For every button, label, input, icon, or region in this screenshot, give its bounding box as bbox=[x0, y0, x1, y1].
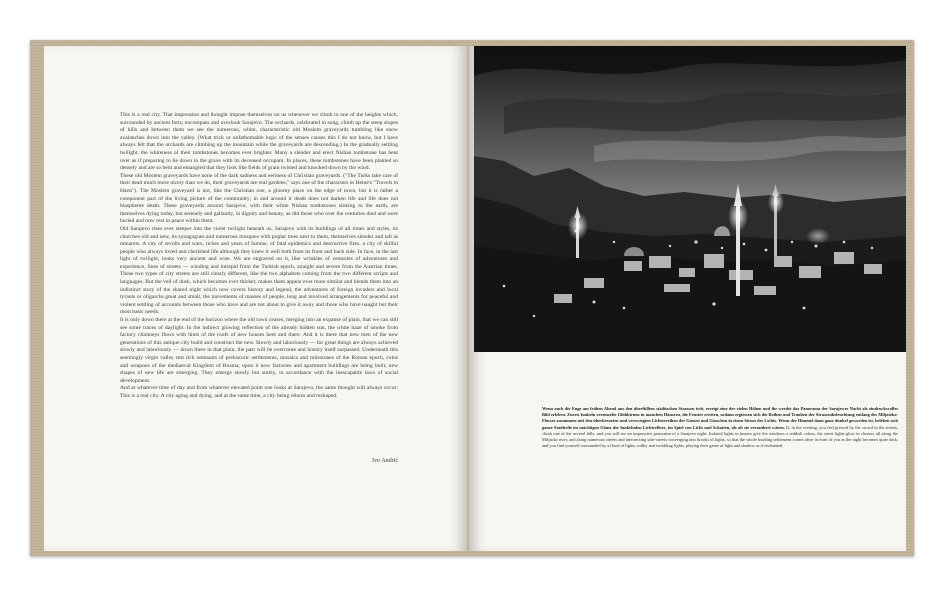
essay-paragraph: These old Moslem graveyards have none of the dark sadness and eeriness of Christian graveyards. ("The Turks take care of their dead much more nicely than we do, their graveyards are real gardens," says one of the characters in Heine's "Travels in Harts"). The Moslem graveyard is not, like the Christian one, a gloomy place on the edge of town, but it is rather a component part of the living picture of the community; in and around it death does not darken life and life does not blaspheme death. These graveyards around Sarajevo, with their white Nishan tombstones sinking to the earth, are themselves dying today, but serenely and gallantly, in dignity and beauty, as did those who over the centuries died and were buried and now rest in peace within them. bbox=[120, 172, 398, 225]
essay-text bbox=[120, 112, 398, 472]
caption-german: Wenn auch die Enge am frühen Abend aus den überfüllten städtischen Strassen tritt, erzeigt eine der vielen Höhen und ihr werdet das Panorama der Sarajewer Nacht als eindrucksvolles Bild erleben. Zuerst funkeln vereinzelte Glühbirnen in manchen Häusern, die Fenster erröten, sodann ergiessen sich die Reihen und Trauben der Strassenbeleuchtung entlang des Miljatzka-Flusses zusammen mit den überkreuzten und verzweigten Lichterreihen der Gassen und Gässchen in einen Strom des Lichts. Wenn der Himmel dann ganz dunkel geworden ist, beleben sich ganze Stadtteile im mächtigen Glanz der funkelnden Lichtreflexe, im Spiel von Licht und Schatten, als ob sie verzaubert wären. bbox=[542, 406, 898, 430]
essay-paragraph: It is only down there at the end of the horizon where the old town ceases, merging into an expanse of plain, that we can still see some traces of daylight. In the indirect glowing reflection of the already hidden sun, the white haze of smoke from factory chimneys flows with hints of the roofs of new houses here and there. And it is there that new men of the new generations of this antique city build and construct the new. Slowly and laboriously — for great things are always achieved slowly and laboriously — down there in that plain, the past will be overcome and history itself surpassed. Underneath this seemingly virgin valley rest rich remnants of prehistoric settlements, mosaics and milestones of the Roman epoch, coins and weapons of the mediaeval Kingdom of Bosnia; upon it now factories and apartment buildings are being built, new shapes of new life are emerging. They emerge slowly but surely, in accordance with the inescapable laws of social development. bbox=[120, 317, 398, 384]
essay-paragraph: And at whatever time of day and from whatever elevated point one looks at Sarajevo, the same thought will always occur: This is a real city. A city aging and dying, and at the same time, a city being reborn and reshaped. bbox=[120, 385, 398, 399]
photo-caption bbox=[542, 406, 898, 490]
night-city-photo bbox=[474, 46, 906, 352]
author-signature: Ivo Andrić bbox=[372, 458, 398, 464]
essay-paragraph: This is a real city. That impression and thought impose themselves on us whenever we climb to one of the heights which, surrounded by ancient forts, encompass and overlook Sarajevo. The orchards, celebrated in song, climb up the steep slopes of hills and between them we see the numerous, white, characteristic old Moslem graveyards tumbling like snow avalanches down into the valley. (What trick or unfathomable logic of the senses causes this I do not know, but I have always felt that the orchards are climbing up the mountain while the graveyards are descending.) In the gradually settling twilight, the whiteness of their tombstones becomes ever brighter. Many a slender and erect Nishan tombstone has bent over as if preparing to lie down in the grave with its deceased occupant. In places, these tombstones have been planted so densely and are so bent and entangled that they look like fields of grain twisted and knocked down by the wind. bbox=[120, 112, 398, 172]
caption-english: If, in the evening, you feel pressed by the crowd in the streets, climb one of the several hills, and you will see an impressive panorama of a Sarajevo night. Isolated lights in houses give the windows a reddish colour, the street lights glow in clusters all along the Miljacka river, and along numerous streets and intersecting side-streets converging into brooks of lights, so that the whole bustling settlement comes alive in front of you as the night becomes quite dark, and you find yourself surrounded by a flood of lights, milky and twinkling lights, playing their game of light and shadow as if enchanted. bbox=[542, 424, 898, 449]
book-gutter bbox=[465, 46, 471, 551]
night-city-illustration bbox=[474, 46, 906, 352]
essay-paragraph: Old Sarajevo rises ever steeper into the violet twilight beneath us, Sarajevo with its buildings of all times and styles, its churches old and new, its synagogues and numerous mosques with poplar trees next to them, themselves slender and tall as minarets. A city of revolts and wars, riches and years of famine, of fatal epidemics and destructive fires, a city of skilful people who always loved and cherished life although they knew it well both from its front and back side. In face, in the last light of twilight, looks very ancient and wise. We are engraved on it, like wrinkles of centuries of adventures and experience, lines of streets — winding and intrepid from the Turkish epoch, straight and severe from the Austrian times. These two types of city streets are still clearly different, like the two alphabets coming from the two different scripts and languages. But the veil of dusk, which becomes ever thicker, makes them appear ever more similar and blends them into an indistinct story of the shared night which now covers history and legend, the adventures of foreign invaders and local tyrants or oligarchs great and small, the movements of masses of people, long and involved arrangements for peaceful and violent settling of accounts between those who have and are not about to give it away and those who have naught but their most basic needs. bbox=[120, 225, 398, 316]
